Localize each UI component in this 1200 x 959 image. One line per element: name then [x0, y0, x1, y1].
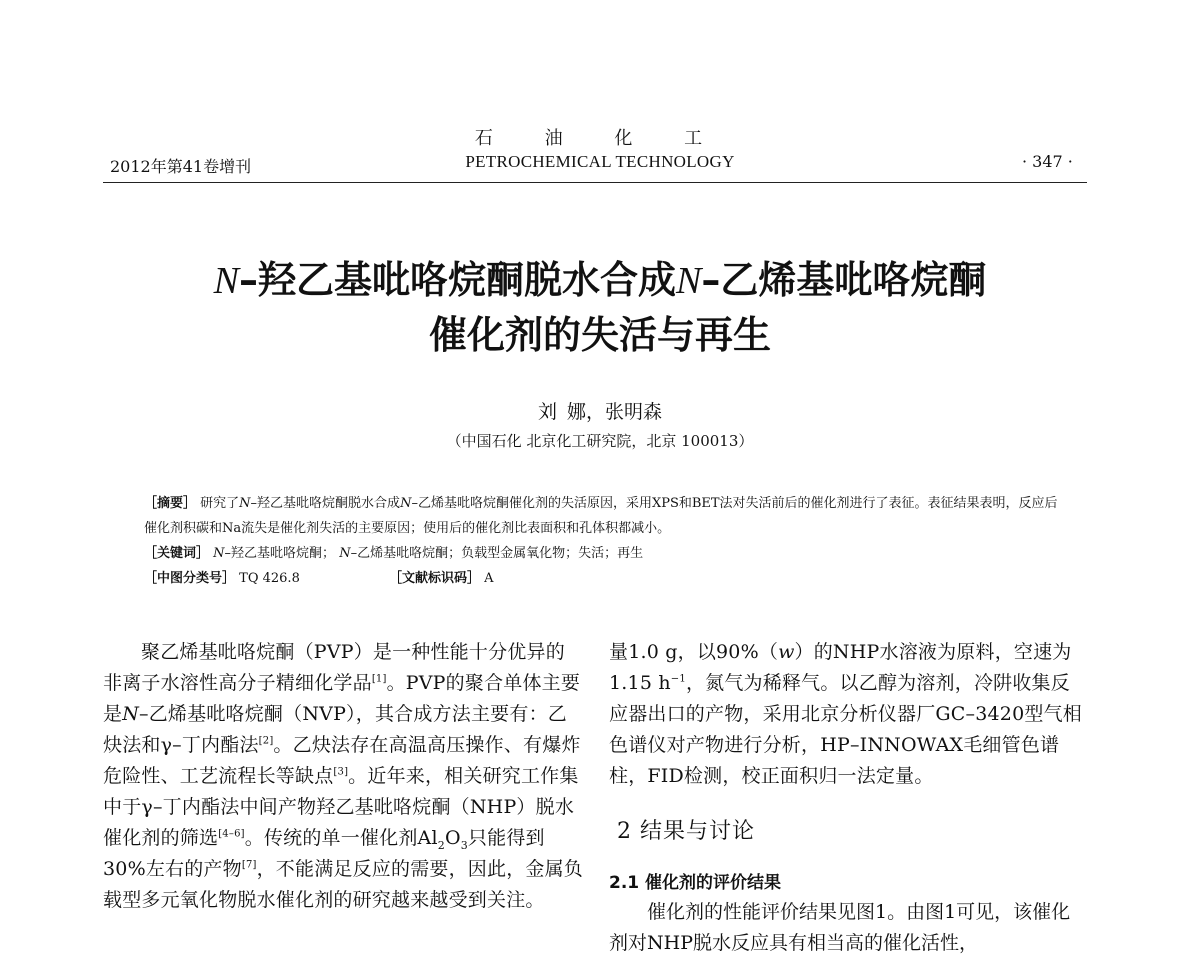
abstract-text: –羟乙基吡咯烷酮脱水合成	[250, 496, 401, 511]
body-italic: N	[122, 703, 140, 725]
classification-label: ［中图分类号］	[144, 571, 236, 586]
citation: [2]	[258, 735, 274, 747]
authors: 刘 娜，张明森	[537, 401, 663, 423]
abstract-italic: N	[239, 496, 251, 511]
header-rule	[103, 182, 1087, 183]
citation: [7]	[241, 859, 257, 871]
abstract	[144, 491, 1064, 541]
body-text: ）的NHP水溶液为原料，空速为1.15 h	[609, 641, 1072, 694]
keywords-label: ［关键词］	[144, 546, 210, 561]
classification-value: TQ 426.8	[239, 571, 300, 586]
intro-paragraph	[103, 637, 583, 916]
body-text: 聚乙烯基吡咯烷酮（PVP）是一种性能十分优异的非离子水溶性高分子精细化学品	[103, 641, 565, 694]
classification	[144, 566, 1064, 591]
citation: [3]	[333, 766, 349, 778]
method-paragraph	[609, 637, 1089, 792]
keyword-text: –羟乙基吡咯烷酮；	[224, 546, 336, 561]
journal-name-cn: 石 油 化 工	[474, 128, 726, 149]
body-text: 量1.0 g，以90%（	[609, 641, 779, 663]
doc-code-value: A	[484, 571, 494, 586]
body-text: 。传统的单一催化剂Al	[244, 827, 438, 849]
body-text: –乙烯基吡咯烷酮（NVP），其合成方法主要有：乙炔法和γ–丁内酯法	[103, 703, 567, 756]
keywords	[144, 541, 1064, 566]
keyword-text: –乙烯基吡咯烷酮；负载型金属氧化物；失活；再生	[350, 546, 644, 561]
body-column-right	[609, 637, 1089, 792]
title-line-2: 催化剂的失活与再生	[428, 313, 771, 357]
subscript: 3	[460, 838, 468, 852]
citation: [4–6]	[218, 828, 245, 840]
article-title	[0, 253, 1200, 362]
title-text-b: –乙烯基吡咯烷酮	[701, 258, 987, 302]
abstract-text: 研究了	[200, 496, 240, 511]
citation: [1]	[371, 673, 387, 685]
keyword-italic: N	[213, 546, 225, 561]
section-heading: 2 结果与讨论	[617, 819, 755, 844]
issue-label: 2012年第41卷增刊	[110, 157, 252, 176]
superscript: −1	[670, 673, 686, 685]
abstract-label: ［摘要］	[144, 496, 197, 511]
affiliation: （中国石化 北京化工研究院，北京 100013）	[446, 432, 754, 450]
subscript: 2	[437, 838, 445, 852]
abstract-italic: N	[400, 496, 412, 511]
subsection-heading: 2.1 催化剂的评价结果	[609, 873, 782, 893]
title-italic-n: N	[676, 260, 702, 302]
body-text: 只能得到30%左右的产物	[103, 827, 545, 880]
abstract-text: –乙烯基吡咯烷酮催化剂的失活原因，采用XPS和BET法对失活前后的催化剂进行了表征。表征结果表明，反应后催化剂积碳和Na流失是催化剂失活的主要原因；使用后的催化剂比表面积和孔体积都减小。	[144, 496, 1058, 536]
body-text: 。乙炔法存在高温高压操作、有爆炸危险性、工艺流程长等缺点	[103, 734, 581, 787]
body-text: ，不能满足反应的需要，因此，金属负载型多元氧化物脱水催化剂的研究越来越受到关注。	[103, 858, 584, 911]
doc-code-label: ［文献标识码］	[389, 571, 481, 586]
body-text: 。近年来，相关研究工作集中于γ–丁内酯法中间产物羟乙基吡咯烷酮（NHP）脱水催化剂的筛选	[103, 765, 579, 849]
body-text: 。PVP的聚合单体主要是	[103, 672, 581, 725]
body-italic: w	[778, 641, 795, 663]
body-column-left	[103, 637, 583, 916]
body-text: O	[444, 827, 461, 849]
title-line-1	[0, 253, 1200, 308]
title-text-a: –羟乙基吡咯烷酮脱水合成	[238, 258, 676, 302]
section-paragraph: 催化剂的性能评价结果见图1。由图1可见，该催化剂对NHP脱水反应具有相当高的催化活性，	[609, 901, 1071, 954]
keyword-italic: N	[339, 546, 351, 561]
journal-name-en: PETROCHEMICAL TECHNOLOGY	[465, 152, 735, 171]
page-number: · 347 ·	[1022, 152, 1073, 171]
body-text: ，氮气为稀释气。以乙醇为溶剂，冷阱收集反应器出口的产物，采用北京分析仪器厂GC–3420型气相色谱仪对产物进行分析，HP–INNOWAX毛细管色谱柱，FID检测，校正面积归一法定量。	[609, 672, 1082, 787]
title-italic-n: N	[213, 260, 239, 302]
